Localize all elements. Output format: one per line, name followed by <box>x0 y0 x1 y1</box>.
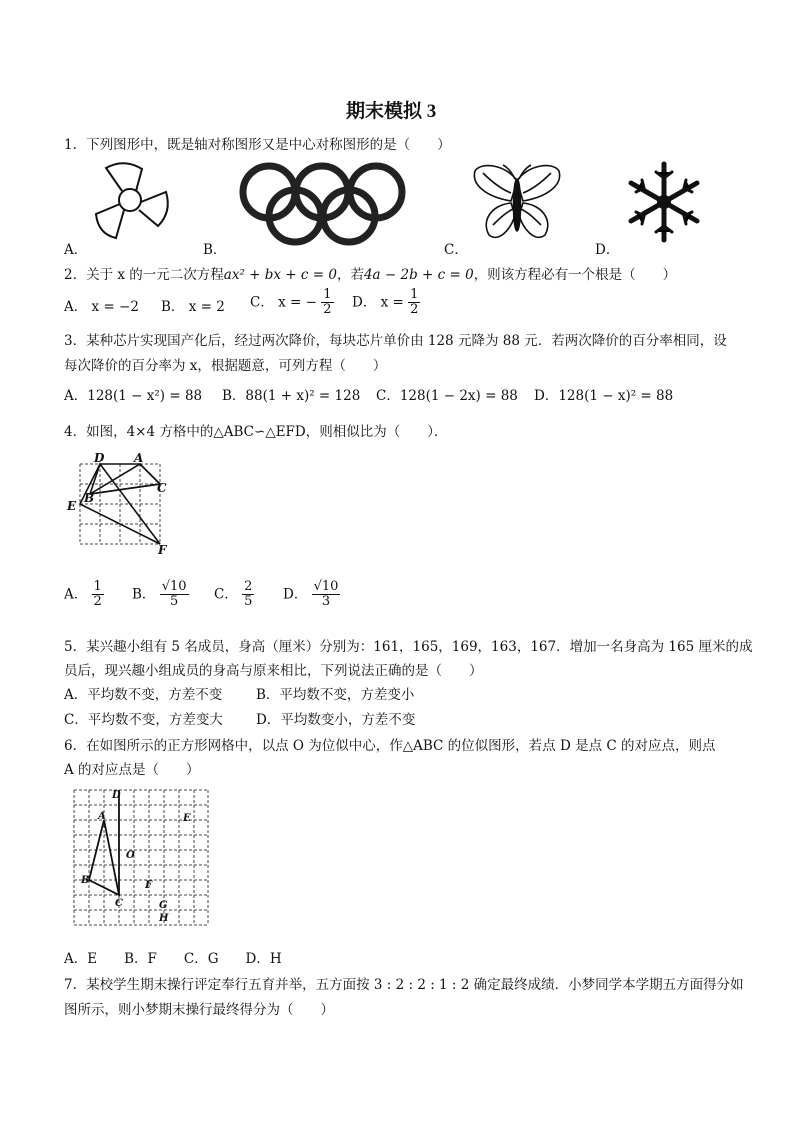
q7-line-2: 图所示，则小梦期末操行最终得分为（ ） <box>64 1002 334 1018</box>
q3-option-d: D．128(1 − x)² = 88 <box>534 388 674 404</box>
q2-condition: 4a − 2b + c = 0 <box>363 267 474 283</box>
q2-stem <box>64 263 676 283</box>
q4-option-a <box>64 580 104 610</box>
q6-point-o: O <box>126 850 135 861</box>
q1-option-b: B． <box>203 242 227 258</box>
q4-option-d-fraction <box>312 580 341 610</box>
q4-option-b-fraction <box>160 580 189 610</box>
q1-stem: 1．下列图形中，既是轴对称图形又是中心对称图形的是（ ） <box>64 137 451 153</box>
q4-option-b <box>132 580 189 610</box>
page-title: 期末模拟 3 <box>346 101 437 122</box>
fraction-numerator: 1 <box>323 287 332 302</box>
q6-point-f: F <box>145 880 153 891</box>
q4-point-d: D <box>94 451 105 465</box>
q4-option-b-label: B． <box>132 586 156 603</box>
fraction-numerator: √10 <box>161 579 187 594</box>
q1-option-c: C． <box>444 242 468 258</box>
q4-option-c-label: C． <box>214 586 238 603</box>
fraction-denominator: 3 <box>321 594 331 610</box>
fraction-denominator: 5 <box>244 594 253 610</box>
fraction-denominator: 5 <box>169 594 179 610</box>
q2-option-b: B． x = 2 <box>161 299 225 315</box>
q6-options: A．E B．F C．G D．H <box>64 951 282 967</box>
fraction-denominator: 2 <box>323 302 332 318</box>
q2-option-d-fraction <box>408 288 420 318</box>
q4-point-e: E <box>67 499 77 513</box>
fraction-numerator: 1 <box>93 579 102 594</box>
q4-option-c-fraction <box>242 580 254 610</box>
q1-option-d: D． <box>595 242 620 258</box>
q6-grid-figure <box>70 786 212 932</box>
q2-option-d-prefix: D． x = <box>352 294 404 311</box>
q6-point-b: B <box>81 875 90 886</box>
q4-option-c <box>214 580 254 610</box>
q6-point-h: H <box>159 913 169 924</box>
fraction-denominator: 2 <box>410 302 419 318</box>
q3-option-b: B．88(1 + x)² = 128 <box>222 388 361 404</box>
q4-stem: 4．如图，4×4 方格中的△ABC∽△EFD，则相似比为（ ）． <box>64 424 448 440</box>
q4-point-a: A <box>134 451 144 465</box>
q2-stem-c: ，则该方程必有一个根是（ ） <box>473 267 677 283</box>
butterfly-icon <box>471 163 563 243</box>
q4-option-a-fraction <box>92 580 104 610</box>
snowflake-icon <box>624 160 704 244</box>
q2-option-c-prefix: C． x = − <box>250 294 317 311</box>
q4-point-c: C <box>157 481 167 495</box>
q6-point-e: E <box>183 813 191 824</box>
olympic-rings-icon <box>234 160 414 246</box>
fraction-numerator: 2 <box>244 579 253 594</box>
q3-option-a: A．128(1 − x²) = 88 <box>64 388 203 404</box>
fraction-numerator: 1 <box>410 287 419 302</box>
q5-option-d: D．平均数变小，方差不变 <box>256 712 416 728</box>
q1-option-a: A． <box>64 242 88 258</box>
q4-grid-figure <box>66 450 176 560</box>
fraction-denominator: 2 <box>93 594 102 610</box>
q5-option-b: B．平均数不变，方差变小 <box>256 687 415 703</box>
q4-option-a-label: A． <box>64 586 88 603</box>
q5-option-c: C．平均数不变，方差变大 <box>64 712 223 728</box>
q6-line-1: 6．在如图所示的正方形网格中，以点 O 为位似中心，作△ABC 的位似图形，若点 D 是点 C 的对应点，则点 <box>64 738 716 754</box>
fan-icon <box>94 160 174 242</box>
q4-option-d-label: D． <box>283 586 308 603</box>
q4-point-f: F <box>158 543 167 557</box>
q5-option-a: A．平均数不变，方差不变 <box>64 687 223 703</box>
q6-point-a: A <box>98 811 106 822</box>
q6-line-2: A 的对应点是（ ） <box>64 762 200 778</box>
q3-line-2: 每次降价的百分率为 x，根据题意，可列方程（ ） <box>64 358 387 374</box>
q2-stem-b: ，若 <box>336 267 364 283</box>
q6-point-g: G <box>159 900 168 911</box>
q5-line-1: 5．某兴趣小组有 5 名成员，身高（厘米）分别为：161，165，169，163，167．增加一名身高为 165 厘米的成 <box>64 639 753 655</box>
fraction-numerator: √10 <box>313 579 339 594</box>
q2-option-d <box>352 288 420 318</box>
q4-point-b: B <box>84 491 95 505</box>
q7-line-1: 7．某校学生期末操行评定奉行五育并举，五方面按 3 : 2 : 2 : 1 : 2 确定最终成绩．小梦同学本学期五方面得分如 <box>64 977 744 993</box>
q5-line-2: 员后，现兴趣小组成员的身高与原来相比，下列说法正确的是（ ） <box>64 663 483 679</box>
q2-option-c-fraction <box>321 288 333 318</box>
q3-line-1: 3．某种芯片实现国产化后，经过两次降价，每块芯片单价由 128 元降为 88 元．若两次降价的百分率相同，设 <box>64 333 727 349</box>
q6-point-d: D <box>112 790 121 801</box>
q2-equation: ax² + bx + c = 0 <box>223 267 337 283</box>
q4-option-d <box>283 580 340 610</box>
q3-option-c: C．128(1 − 2x) = 88 <box>376 388 518 404</box>
q2-option-a: A． x = −2 <box>64 299 139 315</box>
q2-stem-a: 2．关于 x 的一元二次方程 <box>64 267 224 283</box>
q2-option-c <box>250 288 334 318</box>
q6-point-c: C <box>115 898 123 909</box>
